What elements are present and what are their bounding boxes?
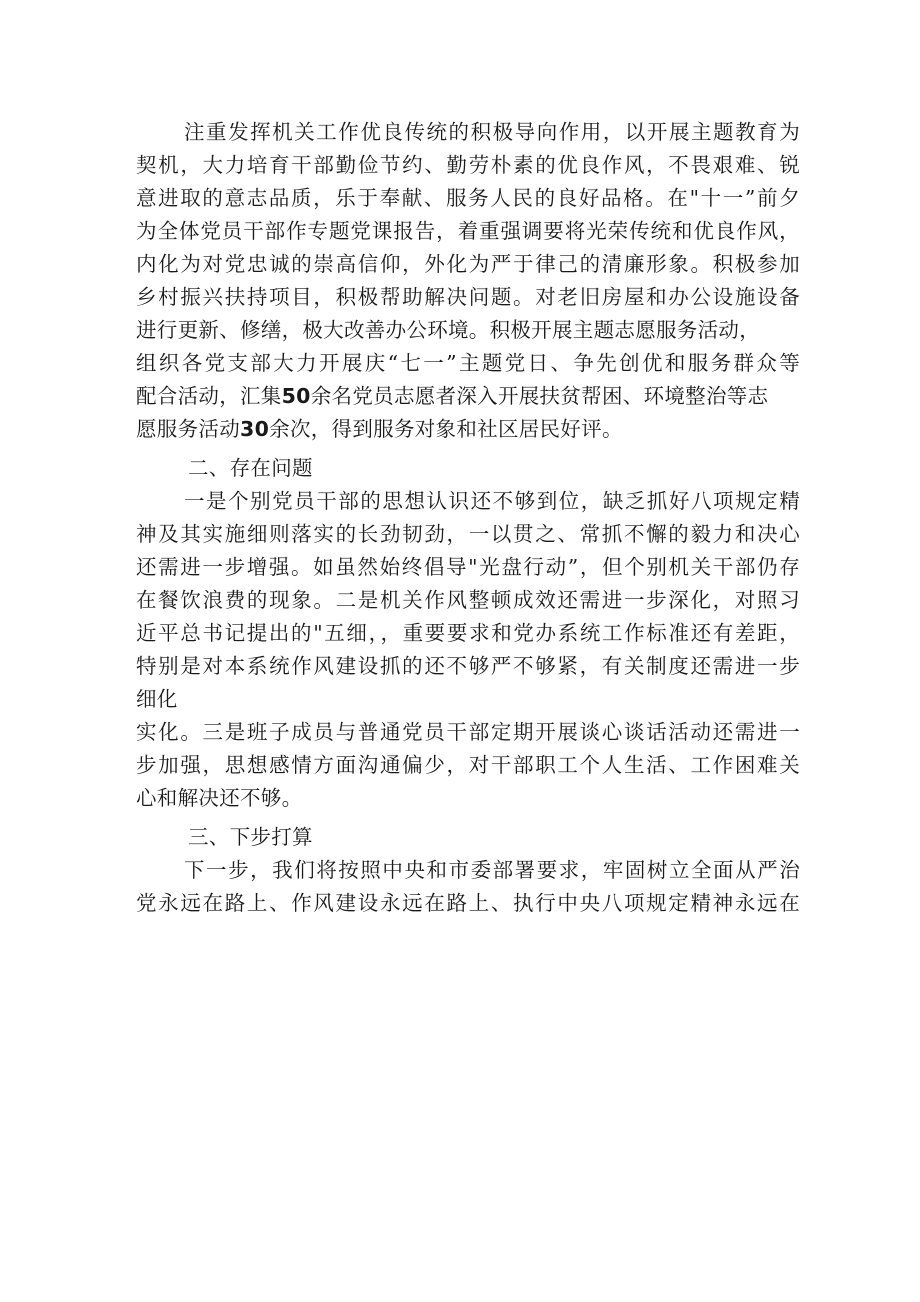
text-line: 党永远在路上、作风建设永远在路上、执行中央八项规定精神永远在 xyxy=(136,891,800,915)
text-line: 组织各党支部大力开展庆“七一”主题党日、争先创优和服务群众等 xyxy=(136,351,800,375)
document-page xyxy=(136,116,800,920)
text-line: 实化。三是班子成员与普通党员干部定期开展谈心谈话活动还需进一 xyxy=(136,720,800,744)
text-line: 还需进一步增强。如虽然始终倡导"光盘行动”，但个别机关干部仍存 xyxy=(136,555,800,579)
text-line: 注重发挥机关工作优良传统的积极导向作用，以开展主题教育为 xyxy=(184,120,800,144)
text-segment: 余次，得到服务对象和社区居民好评。 xyxy=(269,417,623,441)
text-line: 下一步，我们将按照中央和市委部署要求，牢固树立全面从严治 xyxy=(184,858,800,882)
text-line: 在餐饮浪费的现象。二是机关作风整顿成效还需进一步深化，对照习 xyxy=(136,588,800,612)
text-segment: 配合活动，汇集 xyxy=(136,384,282,408)
text-line: 心和解决还不够。 xyxy=(136,786,303,810)
text-line: 契机，大力培育干部勤俭节约、勤劳朴素的优良作风，不畏艰难、锐 xyxy=(136,153,800,177)
activity-count: 30 xyxy=(240,417,270,441)
volunteer-count: 50 xyxy=(281,384,311,408)
text-line: 进行更新、修缮，极大改善办公环境。积极开展主题志愿服务活动， xyxy=(136,318,760,342)
text-line: 近平总书记提出的"五细，，重要要求和党办系统工作标准还有差距， xyxy=(136,621,800,645)
text-line: 步加强，思想感情方面沟通偏少，对干部职工个人生活、工作困难关 xyxy=(136,753,800,777)
paragraph-problems xyxy=(136,485,800,815)
section-heading-next-steps: 三、下步打算 xyxy=(188,825,313,849)
text-line-with-number xyxy=(136,380,800,413)
text-line: 特别是对本系统作风建设抓的还不够严不够紧，有关制度还需进一步 xyxy=(136,654,800,678)
paragraph-work-style xyxy=(136,116,800,446)
text-line-with-number xyxy=(136,413,800,446)
text-line: 一是个别党员干部的思想认识还不够到位，缺乏抓好八项规定精 xyxy=(184,489,800,513)
text-segment: 余名党员志愿者深入开展扶贫帮困、环境整治等志 xyxy=(310,384,769,408)
paragraph-next-steps xyxy=(136,854,800,920)
text-line: 神及其实施细则落实的长劲韧劲，一以贯之、常抓不懈的毅力和决心 xyxy=(136,522,800,546)
text-line: 意进取的意志品质，乐于奉献、服务人民的良好品格。在"十一”前夕 xyxy=(136,186,800,210)
text-line: 内化为对党忠诚的崇高信仰，外化为严于律己的清廉形象。积极参加 xyxy=(136,252,800,276)
text-line: 乡村振兴扶持项目，积极帮助解决问题。对老旧房屋和办公设施设备 xyxy=(136,285,800,309)
text-line: 细化 xyxy=(136,687,178,711)
text-line: 为全体党员干部作专题党课报告，着重强调要将光荣传统和优良作风， xyxy=(136,219,800,243)
text-segment: 愿服务活动 xyxy=(136,417,240,441)
section-heading-problems: 二、存在问题 xyxy=(188,456,313,480)
